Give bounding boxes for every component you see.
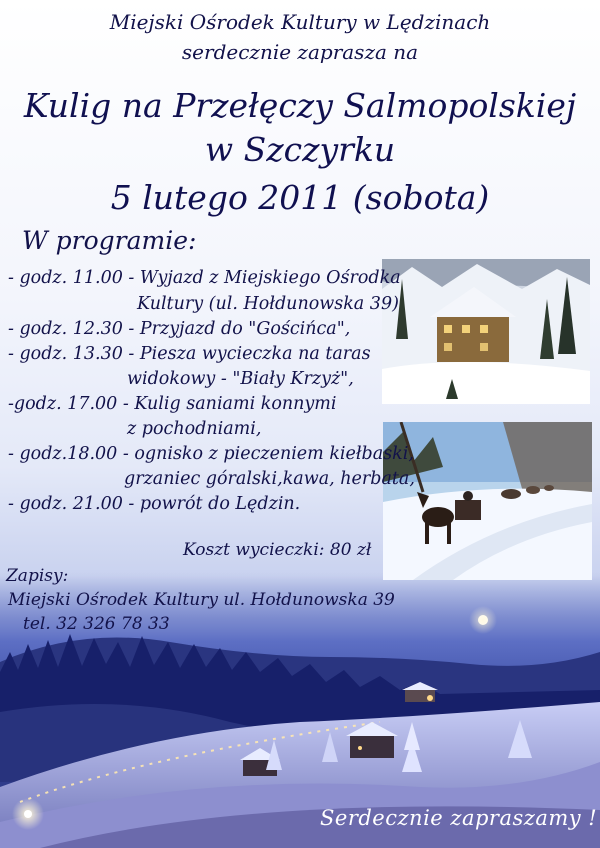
horse-sleigh-photo <box>383 422 592 580</box>
program-heading: W programie: <box>22 226 197 255</box>
closing-greeting: Serdecznie zapraszamy ! <box>320 806 598 830</box>
registration-phone: tel. 32 326 78 33 <box>23 614 170 634</box>
snowy-lodge-photo <box>382 259 590 404</box>
registration-heading: Zapisy: <box>6 566 69 586</box>
program-line: widokowy - "Biały Krzyż", <box>127 369 354 389</box>
program-line: - godz.18.00 - ognisko z pieczeniem kiełbaski, <box>8 444 414 464</box>
program-line: - godz. 13.30 - Piesza wycieczka na taras <box>8 344 371 364</box>
program-line: - godz. 11.00 - Wyjazd z Miejskiego Ośrodka <box>8 268 401 288</box>
event-title-line1: Kulig na Przełęczy Salmopolskiej <box>23 86 577 125</box>
program-line: z pochodniami, <box>127 419 262 439</box>
invitation-line: serdecznie zaprasza na <box>181 40 419 64</box>
program-line: - godz. 12.30 - Przyjazd do "Gościńca", <box>8 319 351 339</box>
program-line: -godz. 17.00 - Kulig saniami konnymi <box>8 394 337 414</box>
program-line: Kultury (ul. Hołdunowska 39) <box>137 294 399 314</box>
program-line: - godz. 21.00 - powrót do Lędzin. <box>8 494 301 514</box>
registration-address: Miejski Ośrodek Kultury ul. Hołdunowska 39 <box>8 590 395 610</box>
organizer-line: Miejski Ośrodek Kultury w Lędzinach <box>109 10 491 34</box>
trip-cost: Koszt wycieczki: 80 zł <box>183 540 372 560</box>
program-line: grzaniec góralski,kawa, herbata, <box>124 469 415 489</box>
event-title-line2: w Szczyrku <box>204 130 396 169</box>
event-date: 5 lutego 2011 (sobota) <box>110 178 490 217</box>
